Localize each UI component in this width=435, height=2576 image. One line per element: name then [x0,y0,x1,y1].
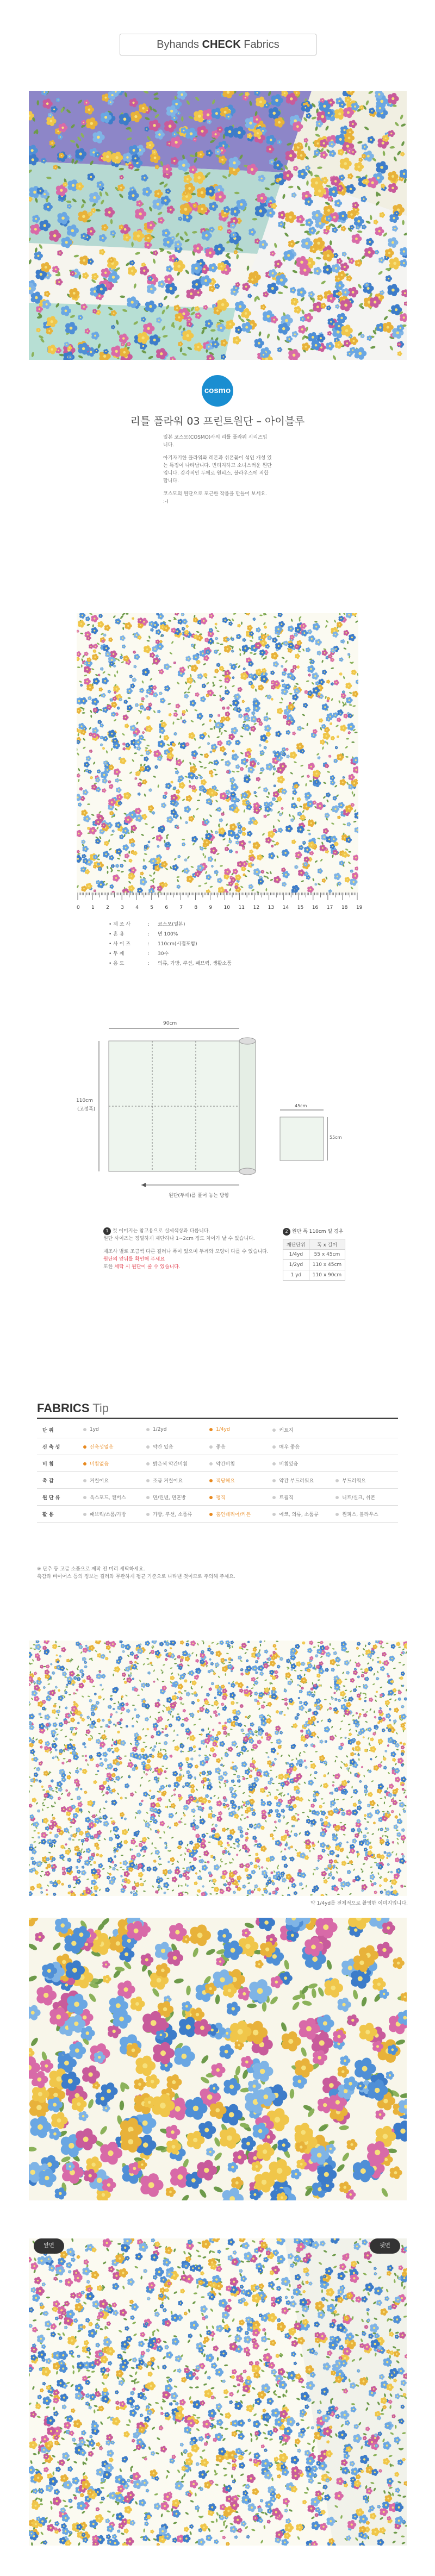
cut-title: 2 원단 폭 110cm 일 경우 [283,1227,375,1236]
radio-dot-icon [209,1445,213,1449]
spec-colon: : [148,949,158,959]
ruler-number: 11 [239,905,245,910]
cosmo-logo: cosmo [202,375,233,407]
direction-label: 원단(두께)를 풀어 놓는 방향 [169,1192,229,1199]
spec-colon: : [148,939,158,949]
ruler-number: 0 [77,905,80,910]
tip-option: 에코, 의류, 소품류 [272,1506,335,1523]
fabrics-tip-title: FABRICS Tip [37,1401,109,1415]
tip-option: 거칠어요 [83,1472,146,1489]
warning-line4: 또한 세탁 시 원단이 줄 수 있습니다. [103,1263,277,1271]
tip-divider [37,1418,398,1419]
ruler-number: 7 [179,905,183,910]
photo-caption: 약 1/4yd를 전체적으로 촬영한 이미지입니다. [228,1899,408,1906]
ruler [77,893,358,905]
back-badge: 뒷면 [370,2238,400,2254]
radio-dot-icon [272,1445,276,1449]
spec-key: • 용 도 [109,959,148,969]
spec-value: 면 100% [158,930,178,939]
tip-option: 가방, 쿠션, 소품류 [146,1506,209,1523]
spec-key: • 사 이 즈 [109,939,148,949]
tip-option: 평직 [209,1489,272,1506]
cut-head-cell: 폭 x 길이 [309,1239,345,1250]
number-badge: 2 [283,1228,290,1236]
spec-key: • 두 께 [109,949,148,959]
radio-dot-icon [272,1496,276,1499]
tip-option: 비침없음 [83,1455,146,1472]
radio-dot-icon [209,1462,213,1465]
tip-row [37,1506,398,1523]
radio-dot-icon [83,1445,86,1449]
cut-row [283,1260,345,1270]
tip-option: 약간 부드러워요 [272,1472,335,1489]
tip-option: 패브릭/소품/가방 [83,1506,146,1523]
radio-dot-icon [209,1479,213,1482]
radio-dot-icon [335,1496,339,1499]
fabric-photo-front-back [29,2238,407,2546]
fabric-photo-full [29,1641,407,1896]
tip-option: 홈인테리어/커튼 [209,1506,272,1523]
tip-option: 적당해요 [209,1472,272,1489]
tip-option: 좋음 [209,1438,272,1455]
radio-dot-icon [272,1462,276,1465]
cut-cell: 110 x 90cm [309,1270,345,1281]
radio-dot-icon [335,1479,339,1482]
fabric-photo-closeup [29,1918,407,2200]
spec-row [109,949,326,959]
tip-option: 면/린넨, 면혼방 [146,1489,209,1506]
description-line3: 코스모의 원단으로 포근한 작품을 만들어 보세요. :-) [163,490,272,506]
cut-cell: 1 yd [283,1270,309,1281]
tip-option [335,1438,398,1455]
cut-cell: 55 x 45cm [309,1250,345,1260]
front-badge: 앞면 [34,2238,64,2254]
cut-row [283,1250,345,1260]
height-sub-label: (고정폭) [77,1105,95,1112]
radio-dot-icon [146,1462,150,1465]
radio-dot-icon [209,1513,213,1516]
radio-dot-icon [272,1513,276,1516]
tip-option: 원피스, 블라우스 [335,1506,398,1523]
radio-dot-icon [209,1496,213,1499]
description-line2: 아기자기한 플라워와 레몬과 쉬폰꽃이 섞인 개성 있는 특징이 나타납니다. 빈티지하고 소녀스러운 원단입니다. 감각적인 두께로 원피스, 블라우스에 적합합니다. [163,454,272,485]
tip-option: 비침있음 [272,1455,335,1472]
tip-option: 신축성없음 [83,1438,146,1455]
warning-notes [103,1227,277,1271]
tip-label: 원 단 류 [37,1489,83,1506]
small-width-label: 45cm [295,1103,307,1108]
tip-row [37,1421,398,1438]
tip-notes: ※ 단추 등 고급 소품으로 제작 전 미리 세탁하세요. 촉감과 바이어스 등의 정보는 컬러와 무관하게 평균 기준으로 나타낸 것이므로 주의해 주세요. [37,1565,398,1581]
ruler-numbers [77,905,358,913]
tip-label: 단 위 [37,1421,83,1438]
description-line1: 일본 코스모(COSMO)사의 리틀 플라워 시리즈입니다. [163,434,272,449]
ruler-number: 2 [106,905,109,910]
radio-dot-icon [146,1445,150,1449]
radio-dot-icon [83,1428,86,1431]
tip-option: 니트/실크, 쉬폰 [335,1489,398,1506]
spec-row [109,939,326,949]
ruler-number: 6 [165,905,168,910]
number-badge: 1 [103,1227,111,1235]
tip-option: 부드러워요 [335,1472,398,1489]
hero-fabric-photo [29,91,407,360]
tip-option: 커트지 [272,1421,335,1438]
radio-dot-icon [83,1513,86,1516]
ruler-number: 12 [253,905,259,910]
tip-row [37,1472,398,1489]
ruler-number: 16 [312,905,318,910]
radio-dot-icon [209,1428,213,1431]
width-label: 90cm [163,1021,177,1026]
ruler-number: 4 [135,905,139,910]
ruler-number: 17 [327,905,333,910]
height-label: 110cm [76,1098,93,1103]
ruler-number: 14 [283,905,289,910]
spec-list [109,920,326,969]
fabric-swatch [77,613,358,893]
tip-option: 밝은색 약간비침 [146,1455,209,1472]
radio-dot-icon [146,1479,150,1482]
tip-option: 1/2yd [146,1421,209,1438]
fabrics-tip-table [37,1421,398,1523]
ruler-number: 19 [356,905,362,910]
ruler-number: 10 [224,905,230,910]
tip-option [335,1455,398,1472]
ruler-number: 18 [341,905,347,910]
ruler-number: 15 [297,905,303,910]
tip-label: 비 침 [37,1455,83,1472]
tip-option: 매우 좋음 [272,1438,335,1455]
cut-table [283,1239,345,1281]
warning-line3: 제조사 별로 조금씩 다른 컬러나 폭이 있으며 두께와 모양이 다를 수 있습니다. [103,1248,277,1256]
spec-row [109,959,326,969]
tip-row [37,1489,398,1506]
radio-dot-icon [83,1479,86,1482]
small-height-label: 55cm [330,1135,341,1140]
ruler-number: 1 [91,905,95,910]
radio-dot-icon [272,1429,276,1432]
warning-line2: 원단 사이즈는 정밀하게 재단하나 1~2cm 정도 차이가 날 수 있습니다. [103,1235,277,1243]
radio-dot-icon [146,1513,150,1516]
spec-value: 코스모(일본) [158,920,185,930]
radio-dot-icon [146,1428,150,1431]
spec-colon: : [148,959,158,969]
cut-cell: 110 x 45cm [309,1260,345,1270]
spec-value: 30수 [158,949,169,959]
spec-key: • 혼 용 [109,930,148,939]
spec-value: 110cm(시접포함) [158,939,197,949]
spec-value: 의류, 가방, 쿠션, 패브릭, 생활소품 [158,959,232,969]
product-title: 리틀 플라워 03 프린트원단 – 아이블루 [0,413,435,428]
ruler-number: 3 [121,905,124,910]
spec-key: • 제 조 사 [109,920,148,930]
spec-colon: : [148,930,158,939]
radio-dot-icon [146,1496,150,1499]
tip-label: 촉 감 [37,1472,83,1489]
ruler-number: 13 [268,905,274,910]
radio-dot-icon [83,1496,86,1499]
tip-option: 1/4yd [209,1421,272,1438]
tip-option: 약간비침 [209,1455,272,1472]
warning-line1: 1 컷 이미지는 참고용으로 실제색상과 다릅니다. [103,1227,277,1235]
cut-head-cell: 재단단위 [283,1239,309,1250]
warning-red1: 원단의 앞뒤를 확인해 주세요 [103,1256,277,1263]
tip-row [37,1438,398,1455]
radio-dot-icon [83,1462,86,1465]
tip-option: 1yd [83,1421,146,1438]
page-header: Byhands CHECK Fabrics [120,34,316,55]
cut-diagram [76,1011,359,1218]
ruler-number: 5 [150,905,153,910]
spec-colon: : [148,920,158,930]
tip-option: 조금 거칠어요 [146,1472,209,1489]
cut-size-box [283,1227,375,1281]
radio-dot-icon [272,1479,276,1482]
tip-option: 트윌직 [272,1489,335,1506]
radio-dot-icon [335,1513,339,1516]
cut-cell: 1/2yd [283,1260,309,1270]
ruler-number: 9 [209,905,212,910]
tip-label: 활 용 [37,1506,83,1523]
tip-option: 옥스포드, 캔버스 [83,1489,146,1506]
tip-option [335,1421,398,1438]
tip-option: 약간 있음 [146,1438,209,1455]
tip-row [37,1455,398,1472]
cut-cell: 1/4yd [283,1250,309,1260]
tip-label: 신 축 성 [37,1438,83,1455]
spec-row [109,930,326,939]
spec-row [109,920,326,930]
ruler-number: 8 [194,905,197,910]
cut-row [283,1270,345,1281]
